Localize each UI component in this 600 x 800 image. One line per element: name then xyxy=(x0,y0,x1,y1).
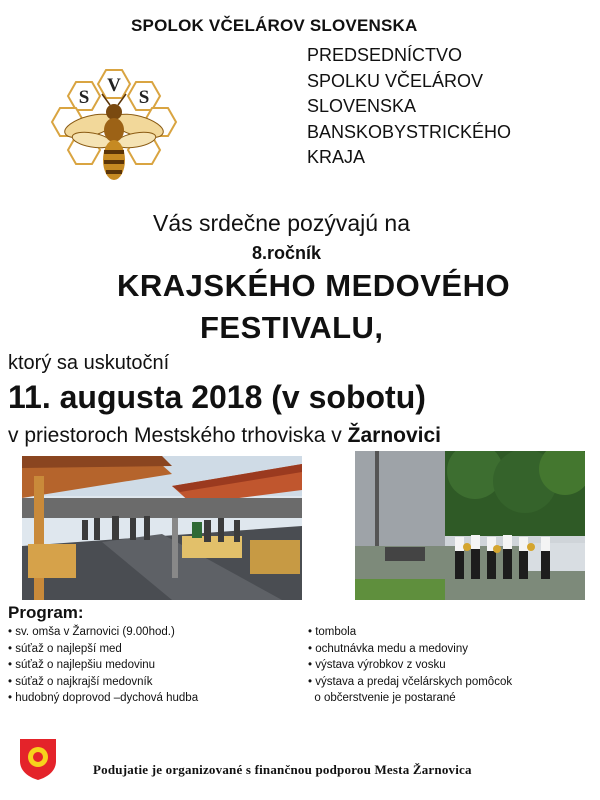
festival-title-line2: FESTIVALU, xyxy=(200,310,384,345)
program-item: o občerstvenie je postarané xyxy=(308,692,456,704)
presidium-block xyxy=(307,43,511,171)
footer-sponsor-text: Podujatie je organizované s finančnou podporou Mesta Žarnovica xyxy=(93,762,472,777)
event-place xyxy=(8,424,441,448)
program-item: • sv. omša v Žarnovici (9.00hod.) xyxy=(8,626,175,638)
program-item: • ochutnávka medu a medoviny xyxy=(308,642,469,655)
market-photo xyxy=(22,456,302,600)
organization-name: SPOLOK VČELÁROV SLOVENSKA xyxy=(131,16,418,35)
program-list-left xyxy=(8,624,198,707)
place-town: Žarnovici xyxy=(347,424,442,447)
presidium-line: PREDSEDNÍCTVO xyxy=(307,45,463,65)
festival-title-line1: KRAJSKÉHO MEDOVÉHO xyxy=(117,268,511,303)
presidium-line: SLOVENSKA xyxy=(307,96,417,116)
program-item: • súťaž o najkrajší medovník xyxy=(8,675,153,688)
program-item: • hudobný doprovod –dychová hudba xyxy=(8,692,199,704)
place-prefix: v priestoroch Mestského trhoviska v xyxy=(8,424,348,447)
svs-bee-logo xyxy=(50,68,178,186)
logo-letter: S xyxy=(78,87,90,108)
program-title: Program: xyxy=(8,603,84,622)
event-date: 11. augusta 2018 (v sobotu) xyxy=(8,379,426,415)
presidium-line: SPOLKU VČELÁROV xyxy=(307,70,484,91)
presidium-line: KRAJA xyxy=(307,147,366,167)
program-item: • tombola xyxy=(308,626,357,638)
program-list-right xyxy=(308,624,512,707)
logo-letter: V xyxy=(107,75,121,96)
edition-label: 8.ročník xyxy=(252,243,322,263)
intro-text: ktorý sa uskutoční xyxy=(8,352,170,374)
presidium-line: BANSKOBYSTRICKÉHO xyxy=(307,121,512,142)
program-item: • výstava a predaj včelárskych pomôcok xyxy=(308,675,513,688)
program-item: • súťaž o najlepšiu medovinu xyxy=(8,659,156,671)
zarnovica-coat-of-arms-icon xyxy=(18,737,58,781)
brass-band-photo xyxy=(355,451,585,600)
program-item: • výstava výrobkov z vosku xyxy=(308,659,446,671)
program-item: • súťaž o najlepší med xyxy=(8,642,122,655)
invitation-text: Vás srdečne pozývajú na xyxy=(153,210,410,236)
logo-letter: S xyxy=(138,87,150,108)
